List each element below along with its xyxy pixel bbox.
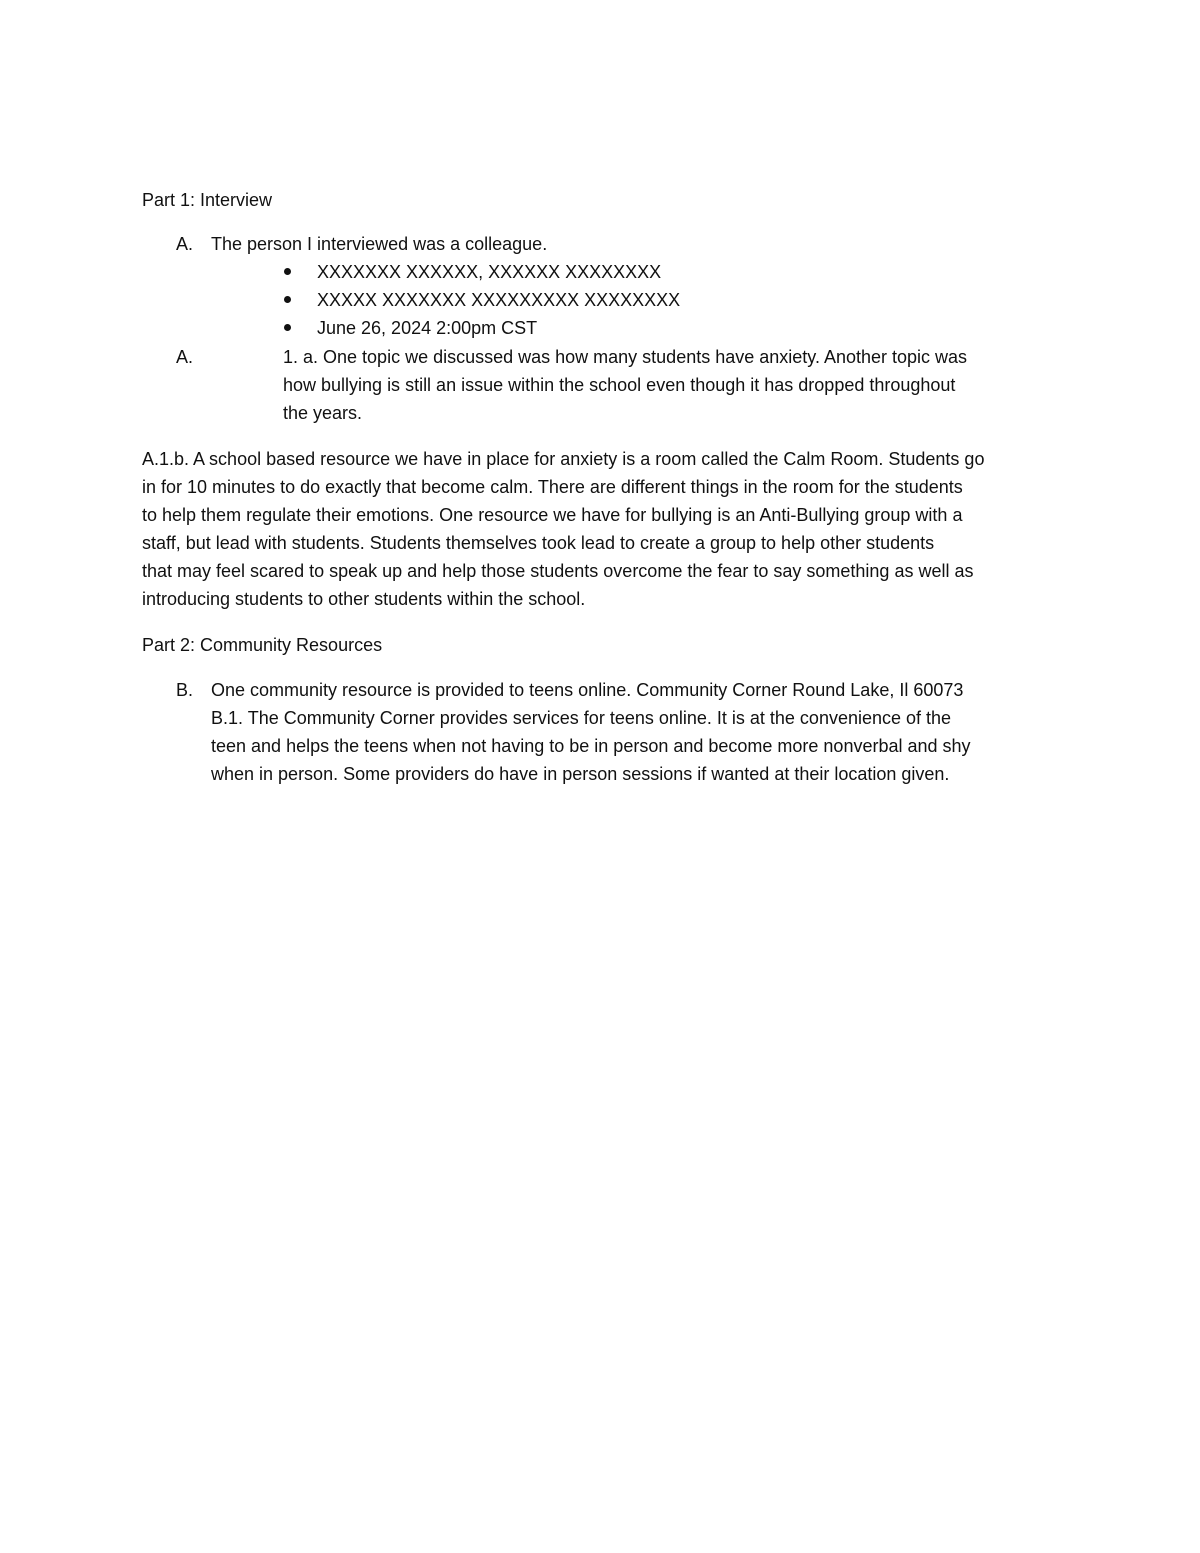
bullet-icon: [284, 268, 291, 275]
paragraph-line: A.1.b. A school based resource we have in place for anxiety is a room called the Calm Room. Students go: [142, 449, 985, 469]
item-b-line-2: B.1. The Community Corner provides services for teens online. It is at the convenience of the: [211, 708, 952, 728]
item-b-line-1: One community resource is provided to teens online. Community Corner Round Lake, Il 60073: [211, 680, 964, 700]
item-a2-line-1: 1. a. One topic we discussed was how many students have anxiety. Another topic was: [283, 347, 968, 367]
part1-heading: Part 1: Interview: [142, 190, 273, 210]
paragraph-a1b: [142, 445, 1072, 613]
item-a-text: The person I interviewed was a colleague.: [211, 234, 548, 254]
item-a2-marker: A.: [176, 347, 194, 367]
item-b-marker: B.: [176, 680, 194, 700]
part2-heading: Part 2: Community Resources: [142, 635, 383, 655]
paragraph-line: that may feel scared to speak up and help those students overcome the fear to say something as well as: [142, 561, 974, 581]
paragraph-line: in for 10 minutes to do exactly that become calm. There are different things in the room for the students: [142, 477, 963, 497]
item-a2-line-3: the years.: [283, 403, 363, 423]
paragraph-line: staff, but lead with students. Students themselves took lead to create a group to help other students: [142, 533, 935, 553]
item-b-line-3: teen and helps the teens when not having to be in person and become more nonverbal and shy: [211, 736, 971, 756]
bullet-icon: [284, 324, 291, 331]
item-b-line-4: when in person. Some providers do have in person sessions if wanted at their location given.: [211, 764, 950, 784]
bullet-item-3: June 26, 2024 2:00pm CST: [317, 318, 538, 338]
bullet-item-2: XXXXX XXXXXXX XXXXXXXXX XXXXXXXX: [317, 290, 681, 310]
item-a2-line-2: how bullying is still an issue within the school even though it has dropped throughout: [283, 375, 956, 395]
bullet-item-1: XXXXXXX XXXXXX, XXXXXX XXXXXXXX: [317, 262, 662, 282]
bullet-icon: [284, 296, 291, 303]
item-a-marker: A.: [176, 234, 194, 254]
paragraph-line: introducing students to other students within the school.: [142, 589, 586, 609]
paragraph-line: to help them regulate their emotions. One resource we have for bullying is an Anti-Bullying group with a: [142, 505, 963, 525]
